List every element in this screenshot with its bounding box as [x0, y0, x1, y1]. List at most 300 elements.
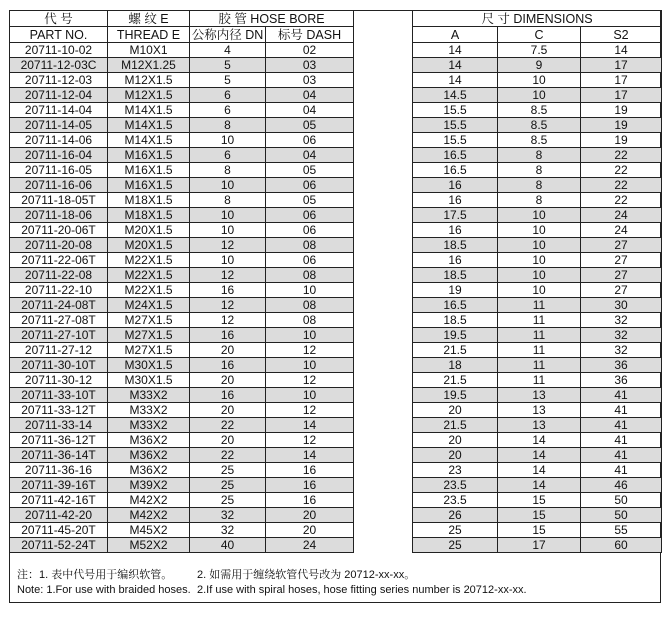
cell-dash: 08 [266, 298, 354, 313]
cell-dim-a: 16 [413, 253, 498, 268]
table-row [10, 523, 662, 538]
table-row [10, 163, 662, 178]
cell-dn: 20 [190, 433, 266, 448]
cell-dim-a: 19.5 [413, 388, 498, 403]
column-gap [354, 328, 413, 343]
cell-dash: 08 [266, 268, 354, 283]
cell-part-no: 20711-45-20T [10, 523, 108, 538]
table-row [10, 373, 662, 388]
cell-thread: M24X1.5 [108, 298, 190, 313]
cell-dn: 20 [190, 403, 266, 418]
footnotes [17, 568, 527, 598]
cell-dn: 6 [190, 103, 266, 118]
cell-dash: 14 [266, 448, 354, 463]
column-gap [354, 253, 413, 268]
cell-dn: 16 [190, 328, 266, 343]
cell-dash: 03 [266, 73, 354, 88]
cell-thread: M16X1.5 [108, 178, 190, 193]
cell-dim-s2: 36 [581, 358, 662, 373]
column-gap [354, 73, 413, 88]
table-row [10, 478, 662, 493]
column-gap [354, 448, 413, 463]
cell-dn: 10 [190, 223, 266, 238]
cell-thread: M12X1.5 [108, 88, 190, 103]
cell-dim-a: 19 [413, 283, 498, 298]
cell-dim-c: 15 [498, 523, 581, 538]
column-gap [354, 133, 413, 148]
cell-part-no: 20711-16-04 [10, 148, 108, 163]
cell-dim-c: 10 [498, 88, 581, 103]
cell-dn: 10 [190, 133, 266, 148]
table-row [10, 148, 662, 163]
cell-dim-s2: 27 [581, 268, 662, 283]
cell-dash: 04 [266, 88, 354, 103]
cell-dim-c: 13 [498, 418, 581, 433]
cell-part-no: 20711-22-08 [10, 268, 108, 283]
cell-part-no: 20711-27-08T [10, 313, 108, 328]
cell-dim-s2: 14 [581, 43, 662, 58]
header-part-no-en: PART NO. [10, 27, 108, 43]
cell-dim-c: 9 [498, 58, 581, 73]
table-row [10, 73, 662, 88]
cell-dash: 16 [266, 463, 354, 478]
table-row [10, 538, 662, 553]
cell-dim-s2: 22 [581, 163, 662, 178]
spec-table-body [10, 43, 662, 553]
cell-dn: 12 [190, 238, 266, 253]
cell-dim-c: 15 [498, 493, 581, 508]
cell-thread: M30X1.5 [108, 358, 190, 373]
table-row [10, 193, 662, 208]
cell-thread: M22X1.5 [108, 253, 190, 268]
cell-dn: 10 [190, 178, 266, 193]
header-col-a: A [413, 27, 498, 43]
cell-dim-s2: 30 [581, 298, 662, 313]
column-gap [354, 343, 413, 358]
cell-dim-s2: 27 [581, 283, 662, 298]
cell-dim-s2: 41 [581, 433, 662, 448]
table-row [10, 448, 662, 463]
cell-dim-a: 14.5 [413, 88, 498, 103]
table-row [10, 493, 662, 508]
cell-dim-a: 14 [413, 43, 498, 58]
cell-dn: 6 [190, 88, 266, 103]
cell-thread: M16X1.5 [108, 148, 190, 163]
cell-dim-s2: 32 [581, 313, 662, 328]
cell-thread: M42X2 [108, 508, 190, 523]
cell-dim-a: 20 [413, 403, 498, 418]
cell-dim-c: 11 [498, 343, 581, 358]
footnote-cn [17, 568, 416, 583]
table-row [10, 508, 662, 523]
header-part-no-cn: 代 号 [10, 11, 108, 27]
cell-thread: M14X1.5 [108, 133, 190, 148]
header-row-2 [10, 27, 662, 43]
cell-dim-c: 10 [498, 208, 581, 223]
column-gap [354, 208, 413, 223]
cell-dash: 06 [266, 208, 354, 223]
column-gap [354, 193, 413, 208]
cell-part-no: 20711-39-16T [10, 478, 108, 493]
table-row [10, 283, 662, 298]
header-dimensions: 尺 寸 DIMENSIONS [413, 11, 662, 27]
column-gap [354, 178, 413, 193]
cell-part-no: 20711-27-12 [10, 343, 108, 358]
cell-dn: 5 [190, 58, 266, 73]
cell-dim-a: 25 [413, 523, 498, 538]
cell-dn: 32 [190, 523, 266, 538]
cell-part-no: 20711-36-12T [10, 433, 108, 448]
column-gap [354, 148, 413, 163]
column-gap [354, 493, 413, 508]
cell-dim-s2: 24 [581, 223, 662, 238]
cell-thread: M12X1.25 [108, 58, 190, 73]
column-gap [354, 313, 413, 328]
cell-dash: 12 [266, 343, 354, 358]
cell-dim-c: 10 [498, 268, 581, 283]
column-gap [354, 103, 413, 118]
cell-dn: 22 [190, 448, 266, 463]
cell-thread: M16X1.5 [108, 163, 190, 178]
cell-thread: M33X2 [108, 403, 190, 418]
cell-part-no: 20711-12-03C [10, 58, 108, 73]
footnote-cn-2: 2. 如需用于缠绕软管代号改为 20712-xx-xx。 [197, 569, 416, 581]
column-gap [354, 163, 413, 178]
cell-part-no: 20711-30-12 [10, 373, 108, 388]
cell-dim-c: 10 [498, 223, 581, 238]
cell-dash: 08 [266, 313, 354, 328]
cell-dash: 03 [266, 58, 354, 73]
cell-part-no: 20711-42-20 [10, 508, 108, 523]
cell-part-no: 20711-14-04 [10, 103, 108, 118]
cell-dim-c: 17 [498, 538, 581, 553]
cell-dim-s2: 41 [581, 448, 662, 463]
cell-dim-c: 8.5 [498, 133, 581, 148]
cell-dim-c: 10 [498, 283, 581, 298]
column-gap [354, 268, 413, 283]
cell-dim-c: 8.5 [498, 103, 581, 118]
cell-part-no: 20711-10-02 [10, 43, 108, 58]
cell-dim-a: 16.5 [413, 163, 498, 178]
cell-dim-s2: 27 [581, 253, 662, 268]
cell-dn: 22 [190, 418, 266, 433]
cell-dn: 12 [190, 268, 266, 283]
cell-dn: 20 [190, 343, 266, 358]
cell-part-no: 20711-18-05T [10, 193, 108, 208]
column-gap [354, 223, 413, 238]
cell-dim-c: 11 [498, 358, 581, 373]
cell-dash: 10 [266, 283, 354, 298]
cell-part-no: 20711-27-10T [10, 328, 108, 343]
cell-dash: 05 [266, 163, 354, 178]
cell-dash: 05 [266, 193, 354, 208]
cell-dim-s2: 36 [581, 373, 662, 388]
cell-dim-c: 10 [498, 238, 581, 253]
cell-dim-s2: 55 [581, 523, 662, 538]
cell-dn: 25 [190, 493, 266, 508]
cell-dim-s2: 17 [581, 73, 662, 88]
column-gap [354, 418, 413, 433]
column-gap [354, 538, 413, 553]
column-gap [354, 43, 413, 58]
cell-dn: 16 [190, 283, 266, 298]
cell-dim-s2: 24 [581, 208, 662, 223]
cell-dash: 12 [266, 373, 354, 388]
column-gap [354, 298, 413, 313]
cell-part-no: 20711-12-03 [10, 73, 108, 88]
cell-dim-a: 20 [413, 448, 498, 463]
cell-dim-a: 14 [413, 73, 498, 88]
cell-part-no: 20711-14-06 [10, 133, 108, 148]
table-row [10, 238, 662, 253]
table-row [10, 208, 662, 223]
column-gap [354, 403, 413, 418]
cell-thread: M22X1.5 [108, 268, 190, 283]
cell-thread: M27X1.5 [108, 328, 190, 343]
footnote-cn-1: 注：1. 表中代号用于编织软管。 [17, 569, 173, 581]
column-gap [354, 58, 413, 73]
cell-dn: 12 [190, 298, 266, 313]
cell-dim-c: 8.5 [498, 118, 581, 133]
column-gap [354, 373, 413, 388]
cell-dn: 20 [190, 373, 266, 388]
cell-dash: 12 [266, 403, 354, 418]
footnote-en [17, 583, 527, 598]
cell-dim-c: 10 [498, 73, 581, 88]
column-gap [354, 283, 413, 298]
cell-dim-s2: 32 [581, 343, 662, 358]
header-thread-en: THREAD E [108, 27, 190, 43]
cell-thread: M20X1.5 [108, 223, 190, 238]
header-thread-cn: 螺 纹 E [108, 11, 190, 27]
cell-dim-s2: 41 [581, 403, 662, 418]
cell-dim-s2: 41 [581, 418, 662, 433]
cell-dim-s2: 32 [581, 328, 662, 343]
column-gap [354, 433, 413, 448]
cell-part-no: 20711-20-08 [10, 238, 108, 253]
cell-thread: M36X2 [108, 448, 190, 463]
table-row [10, 418, 662, 433]
table-row [10, 43, 662, 58]
table-row [10, 268, 662, 283]
cell-dn: 40 [190, 538, 266, 553]
cell-dn: 6 [190, 148, 266, 163]
cell-part-no: 20711-12-04 [10, 88, 108, 103]
cell-dn: 16 [190, 358, 266, 373]
cell-dash: 10 [266, 388, 354, 403]
table-row [10, 133, 662, 148]
cell-dim-s2: 41 [581, 388, 662, 403]
cell-dash: 06 [266, 133, 354, 148]
cell-thread: M18X1.5 [108, 193, 190, 208]
cell-thread: M14X1.5 [108, 118, 190, 133]
table-row [10, 223, 662, 238]
cell-dim-s2: 60 [581, 538, 662, 553]
cell-dn: 8 [190, 193, 266, 208]
cell-dash: 02 [266, 43, 354, 58]
cell-dim-a: 18 [413, 358, 498, 373]
cell-dash: 04 [266, 103, 354, 118]
cell-dim-c: 10 [498, 253, 581, 268]
cell-dn: 8 [190, 118, 266, 133]
cell-dim-s2: 41 [581, 463, 662, 478]
cell-dim-s2: 17 [581, 88, 662, 103]
cell-part-no: 20711-52-24T [10, 538, 108, 553]
cell-thread: M14X1.5 [108, 103, 190, 118]
cell-dash: 24 [266, 538, 354, 553]
footnote-en-1: Note: 1.For use with braided hoses. [17, 584, 191, 596]
cell-thread: M52X2 [108, 538, 190, 553]
cell-thread: M27X1.5 [108, 313, 190, 328]
cell-part-no: 20711-42-16T [10, 493, 108, 508]
cell-dn: 16 [190, 388, 266, 403]
cell-thread: M39X2 [108, 478, 190, 493]
cell-thread: M36X2 [108, 433, 190, 448]
table-row [10, 298, 662, 313]
cell-thread: M10X1 [108, 43, 190, 58]
cell-dim-s2: 22 [581, 178, 662, 193]
cell-dim-c: 14 [498, 478, 581, 493]
header-col-s2: S2 [581, 27, 662, 43]
cell-dn: 25 [190, 463, 266, 478]
table-row [10, 463, 662, 478]
cell-thread: M30X1.5 [108, 373, 190, 388]
cell-dash: 20 [266, 508, 354, 523]
table-row [10, 433, 662, 448]
cell-dim-a: 18.5 [413, 268, 498, 283]
cell-thread: M36X2 [108, 463, 190, 478]
cell-dim-c: 11 [498, 373, 581, 388]
cell-thread: M22X1.5 [108, 283, 190, 298]
cell-dim-c: 14 [498, 448, 581, 463]
cell-dn: 5 [190, 73, 266, 88]
cell-part-no: 20711-36-14T [10, 448, 108, 463]
cell-dim-c: 8 [498, 163, 581, 178]
cell-thread: M18X1.5 [108, 208, 190, 223]
cell-dn: 12 [190, 313, 266, 328]
table-row [10, 313, 662, 328]
cell-part-no: 20711-18-06 [10, 208, 108, 223]
cell-dash: 20 [266, 523, 354, 538]
cell-dim-a: 21.5 [413, 418, 498, 433]
cell-dn: 10 [190, 208, 266, 223]
column-gap [354, 523, 413, 538]
column-gap [354, 358, 413, 373]
header-hose-bore: 胶 管 HOSE BORE [190, 11, 354, 27]
cell-dim-a: 15.5 [413, 133, 498, 148]
table-row [10, 178, 662, 193]
cell-dim-c: 11 [498, 328, 581, 343]
cell-part-no: 20711-36-16 [10, 463, 108, 478]
cell-dim-s2: 50 [581, 508, 662, 523]
cell-thread: M33X2 [108, 418, 190, 433]
cell-dash: 06 [266, 178, 354, 193]
cell-dim-a: 16.5 [413, 298, 498, 313]
cell-thread: M45X2 [108, 523, 190, 538]
cell-dim-a: 16 [413, 178, 498, 193]
cell-dn: 32 [190, 508, 266, 523]
cell-dim-a: 20 [413, 433, 498, 448]
table-row [10, 358, 662, 373]
cell-dash: 16 [266, 478, 354, 493]
cell-dash: 16 [266, 493, 354, 508]
cell-dash: 12 [266, 433, 354, 448]
header-dash: 标号 DASH [266, 27, 354, 43]
cell-dim-a: 19.5 [413, 328, 498, 343]
cell-dim-a: 21.5 [413, 373, 498, 388]
cell-thread: M33X2 [108, 388, 190, 403]
table-row [10, 103, 662, 118]
cell-dim-a: 18.5 [413, 313, 498, 328]
cell-part-no: 20711-33-10T [10, 388, 108, 403]
cell-dn: 8 [190, 163, 266, 178]
column-gap [354, 478, 413, 493]
cell-dim-a: 18.5 [413, 238, 498, 253]
cell-part-no: 20711-16-05 [10, 163, 108, 178]
table-row [10, 58, 662, 73]
cell-dim-s2: 19 [581, 118, 662, 133]
footnote-en-2: 2.If use with spiral hoses, hose fitting series number is 20712-xx-xx. [197, 584, 527, 596]
cell-dim-s2: 50 [581, 493, 662, 508]
cell-dim-c: 13 [498, 403, 581, 418]
cell-dash: 04 [266, 148, 354, 163]
cell-dash: 05 [266, 118, 354, 133]
cell-part-no: 20711-22-06T [10, 253, 108, 268]
cell-thread: M20X1.5 [108, 238, 190, 253]
header-col-c: C [498, 27, 581, 43]
cell-part-no: 20711-33-14 [10, 418, 108, 433]
cell-dim-a: 21.5 [413, 343, 498, 358]
cell-dim-c: 13 [498, 388, 581, 403]
cell-part-no: 20711-30-10T [10, 358, 108, 373]
cell-dim-s2: 17 [581, 58, 662, 73]
column-gap [354, 238, 413, 253]
cell-thread: M27X1.5 [108, 343, 190, 358]
table-row [10, 253, 662, 268]
cell-thread: M42X2 [108, 493, 190, 508]
cell-dim-a: 15.5 [413, 118, 498, 133]
table-row [10, 403, 662, 418]
cell-dash: 10 [266, 328, 354, 343]
column-gap [354, 118, 413, 133]
column-gap [354, 508, 413, 523]
header-dn: 公称内径 DN [190, 27, 266, 43]
cell-dim-a: 26 [413, 508, 498, 523]
cell-dn: 4 [190, 43, 266, 58]
cell-dim-a: 23.5 [413, 493, 498, 508]
column-gap [354, 463, 413, 478]
cell-dim-c: 14 [498, 463, 581, 478]
cell-dim-s2: 27 [581, 238, 662, 253]
cell-dim-a: 25 [413, 538, 498, 553]
cell-dim-s2: 22 [581, 193, 662, 208]
cell-thread: M12X1.5 [108, 73, 190, 88]
cell-dim-c: 8 [498, 148, 581, 163]
cell-dim-s2: 19 [581, 103, 662, 118]
cell-dim-a: 17.5 [413, 208, 498, 223]
cell-dim-a: 23.5 [413, 478, 498, 493]
table-row [10, 328, 662, 343]
cell-dim-a: 14 [413, 58, 498, 73]
cell-dim-a: 16.5 [413, 148, 498, 163]
cell-dim-c: 11 [498, 313, 581, 328]
cell-part-no: 20711-33-12T [10, 403, 108, 418]
cell-dash: 14 [266, 418, 354, 433]
cell-part-no: 20711-22-10 [10, 283, 108, 298]
table-row [10, 343, 662, 358]
cell-dim-c: 8 [498, 193, 581, 208]
cell-dim-s2: 46 [581, 478, 662, 493]
